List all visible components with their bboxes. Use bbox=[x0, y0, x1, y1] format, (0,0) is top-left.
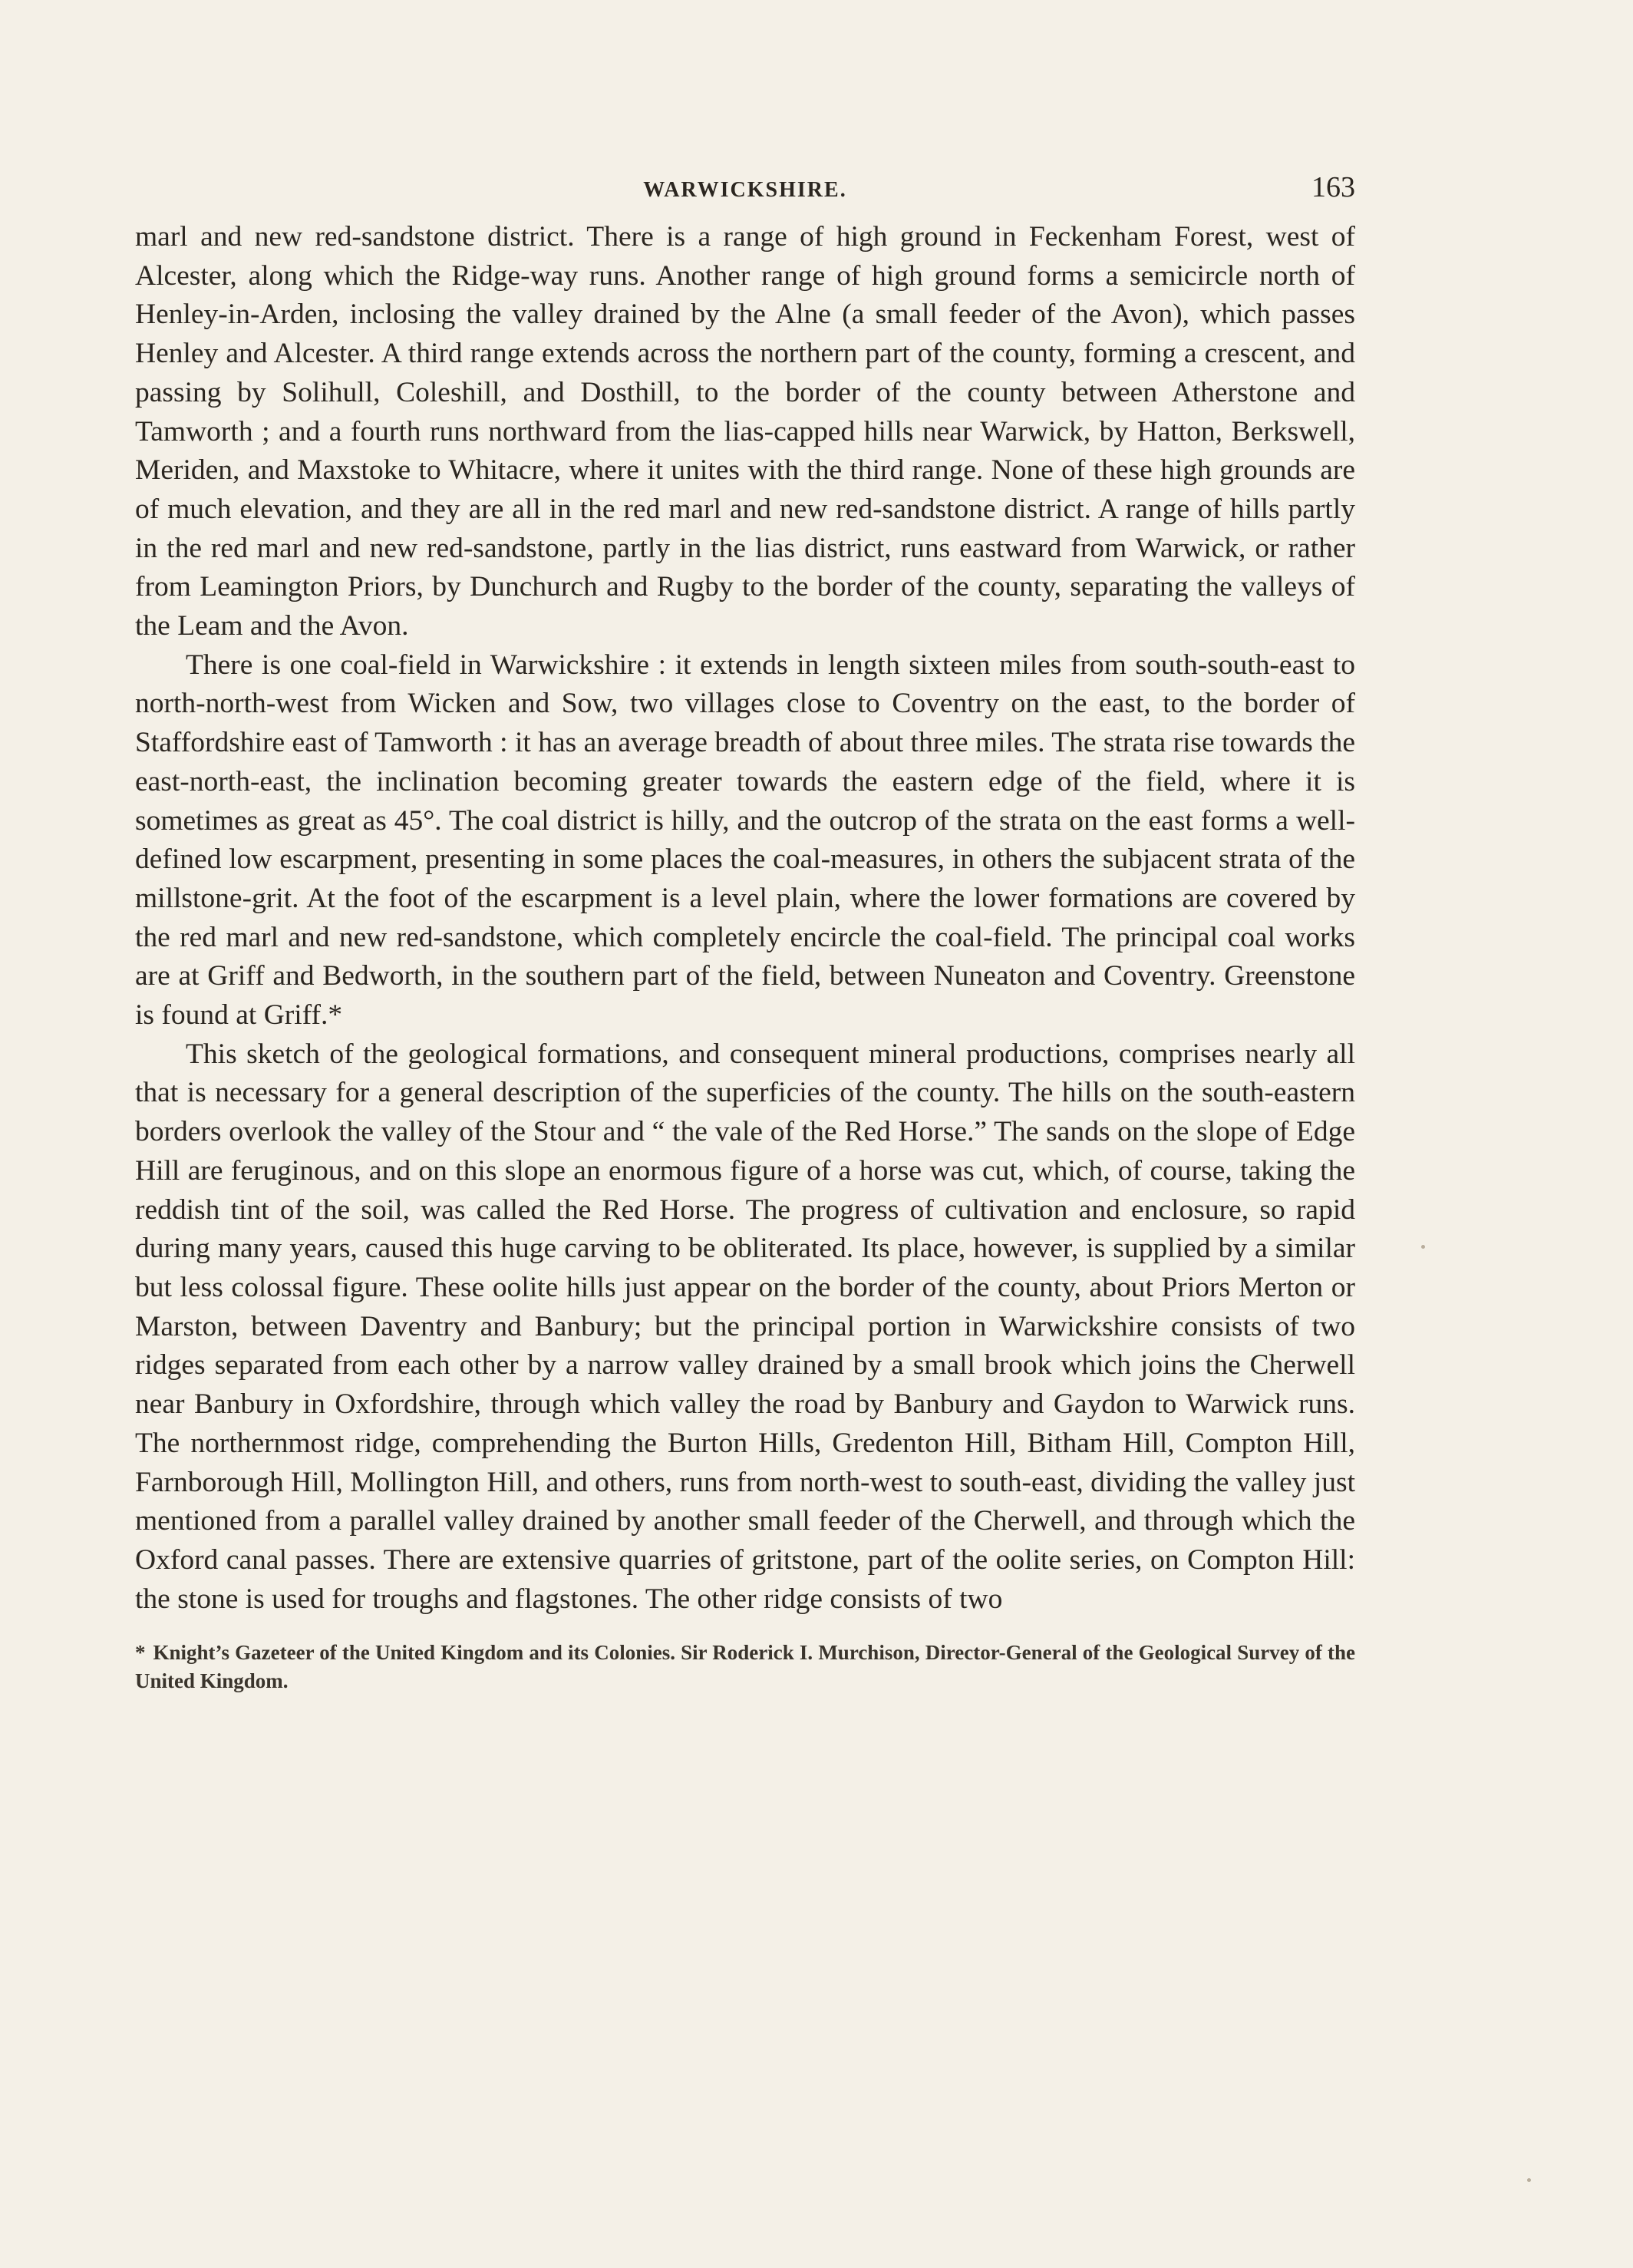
paper-speck bbox=[1527, 2178, 1531, 2182]
paragraph-1: marl and new red-sandstone district. There is a range of high ground in Feckenham Forest, west of Alcester, along which the Ridge-way runs. Another range of high ground forms a semicircle north of Henley-in-Arden, inclosing the valley drained by the Alne (a small feeder of the Avon), which passes Henley and Alcester. A third range extends across the northern part of the county, forming a crescent, and passing by Solihull, Coleshill, and Dosthill, to the border of the county between Atherstone and Tamworth ; and a fourth runs northward from the lias-capped hills near Warwick, by Hatton, Berkswell, Meriden, and Maxstoke to Whitacre, where it unites with the third range. None of these high grounds are of much elevation, and they are all in the red marl and new red-sandstone district. A range of hills partly in the red marl and new red-sandstone, partly in the lias district, runs eastward from Warwick, or rather from Leamington Priors, by Dunchurch and Rugby to the border of the county, separating the valleys of the Leam and the Avon. bbox=[135, 221, 1355, 642]
running-head bbox=[135, 170, 1355, 216]
paragraph-3: This sketch of the geological formations, and consequent mineral productions, comprises nearly all that is necessary for a general description of the superficies of the county. The hills on the south-eastern borders overlook the valley of the Stour and “ the vale of the Red Horse.” The sands on the slope of Edge Hill are feruginous, and on this slope an enormous figure of a horse was cut, which, of course, taking the reddish tint of the soil, was called the Red Horse. The progress of cultivation and enclosure, so rapid during many years, caused this huge carving to be obliterated. Its place, however, is supplied by a similar but less colossal figure. These oolite hills just appear on the border of the county, about Priors Merton or Marston, between Daventry and Banbury; but the principal portion in Warwickshire consists of two ridges separated from each other by a narrow valley drained by a small brook which joins the Cherwell near Banbury in Oxfordshire, through which valley the road by Banbury and Gaydon to Warwick runs. The northernmost ridge, comprehending the Burton Hills, Gredenton Hill, Bitham Hill, Compton Hill, Farnborough Hill, Mollington Hill, and others, runs from north-west to south-east, dividing the valley just mentioned from a parallel valley drained by another small feeder of the Cherwell, and through which the Oxford canal passes. There are extensive quarries of gritstone, part of the oolite series, on Compton Hill: the stone is used for troughs and flagstones. The other ridge consists of two bbox=[135, 1038, 1355, 1615]
paragraph-2: There is one coal-field in Warwickshire : it extends in length sixteen miles from south-south-east to north-north-west from Wicken and Sow, two villages close to Coventry on the east, to the border of Staffordshire east of Tamworth : it has an average breadth of about three miles. The strata rise towards the east-north-east, the inclination becoming greater towards the eastern edge of the field, where it is sometimes as great as 45°. The coal district is hilly, and the outcrop of the strata on the east forms a well-defined low escarpment, presenting in some places the coal-measures, in others the subjacent strata of the millstone-grit. At the foot of the escarpment is a level plain, where the lower formations are covered by the red marl and new red-sandstone, which completely encircle the coal-field. The principal coal works are at Griff and Bedworth, in the southern part of the field, between Nuneaton and Coventry. Greenstone is found at Griff.* bbox=[135, 649, 1355, 1032]
footnote-text: Knight’s Gazeteer of the United Kingdom and its Colonies. Sir Roderick I. Murchison, Director-General of the Geological Survey of the United Kingdom. bbox=[135, 1641, 1355, 1693]
footnote-mark: * bbox=[135, 1641, 146, 1665]
book-page bbox=[135, 170, 1355, 1695]
paper-speck bbox=[1421, 1245, 1425, 1249]
footnote bbox=[135, 1639, 1355, 1695]
running-title: WARWICKSHIRE. bbox=[643, 178, 847, 202]
page-number: 163 bbox=[1311, 171, 1355, 203]
body-text bbox=[135, 218, 1355, 1619]
